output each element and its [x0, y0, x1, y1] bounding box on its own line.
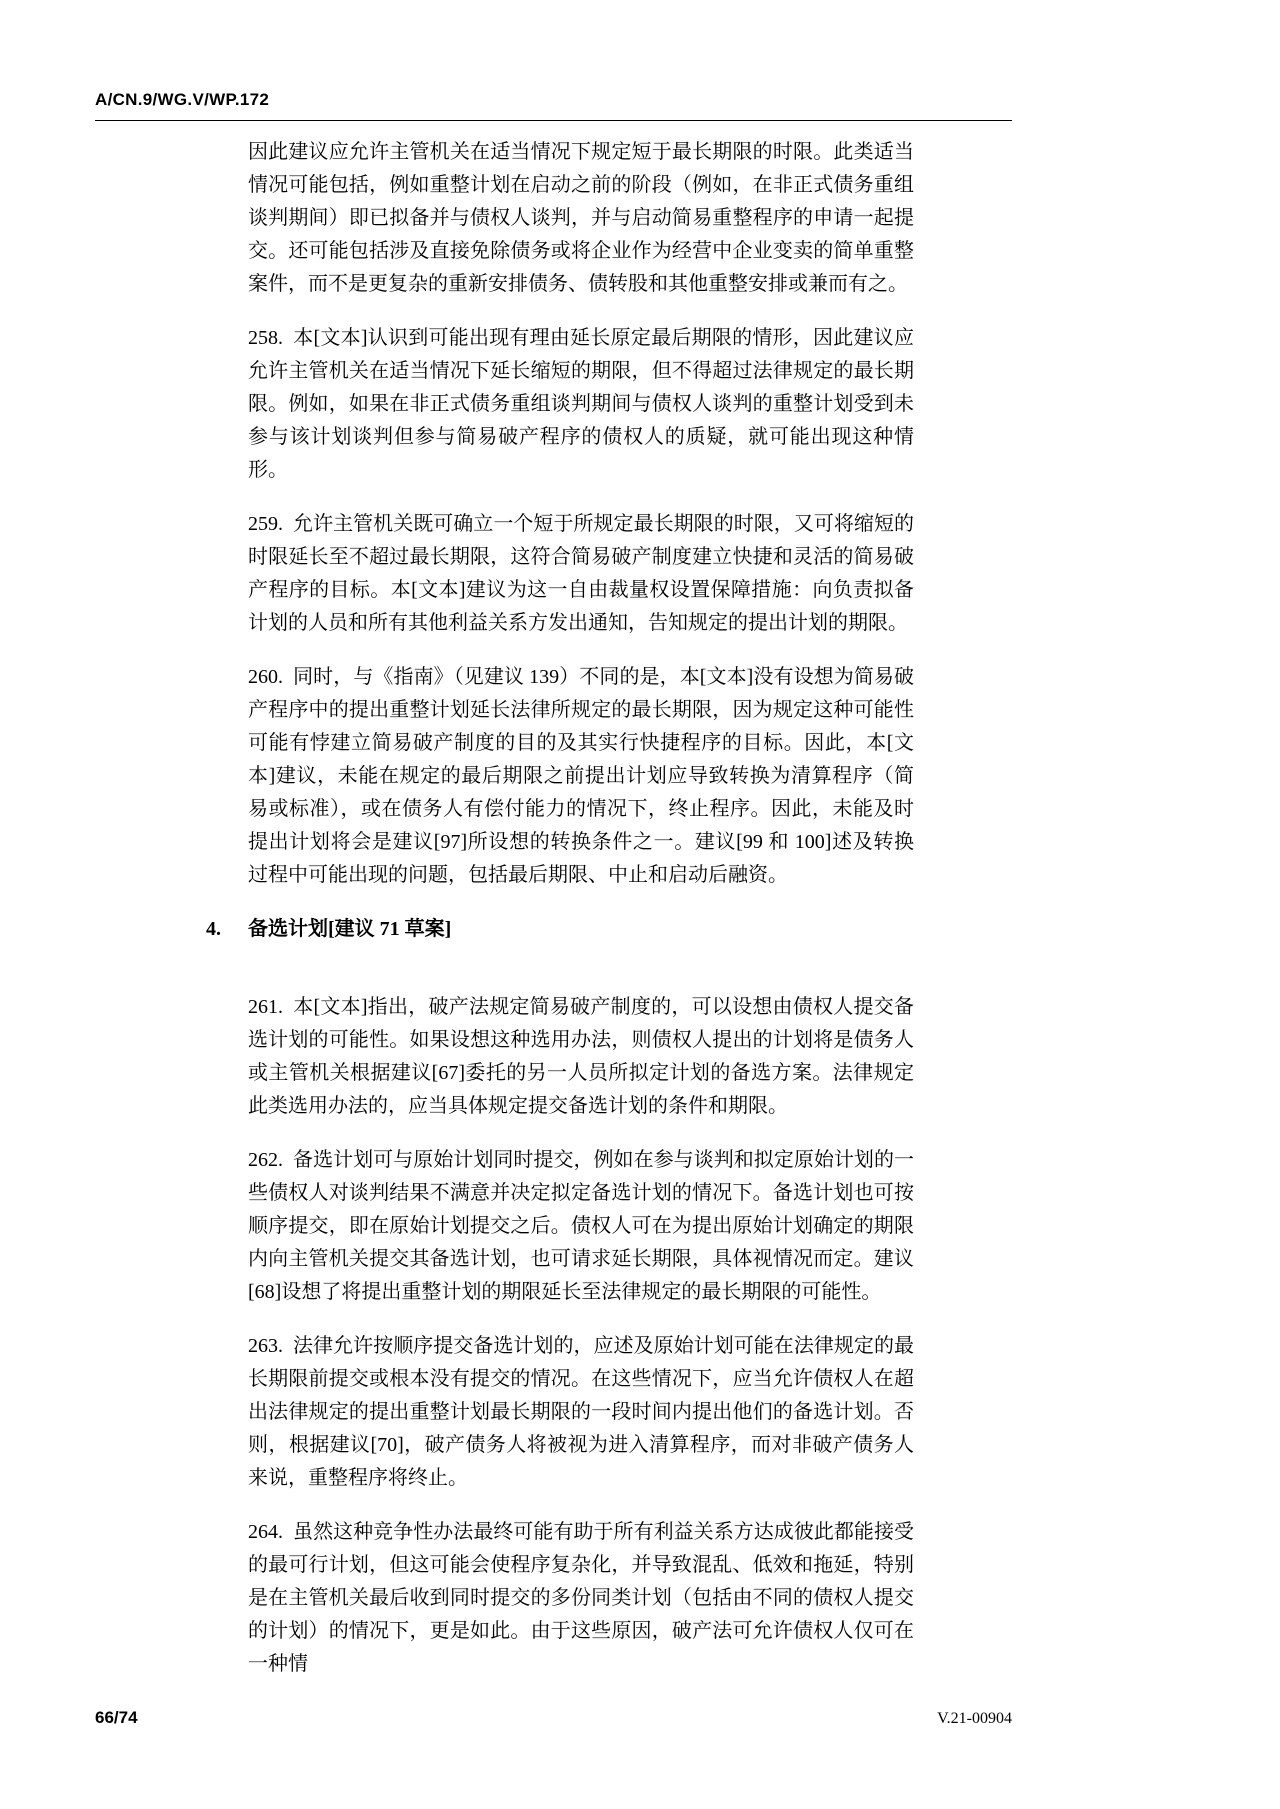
paragraph-text: 本[文本]指出，破产法规定简易破产制度的，可以设想由债权人提交备选计划的可能性。如果设想这种选用办法，则债权人提出的计划将是债务人或主管机关根据建议[67]委托的另一人员所拟定计划的备选方案。法律规定此类选用办法的，应当具体规定提交备选计划的条件和期限。 — [248, 996, 914, 1117]
paragraph-text: 允许主管机关既可确立一个短于所规定最长期限的时限，又可将缩短的时限延长至不超过最长期限，这符合简易破产制度建立快捷和灵活的简易破产程序的目标。本[文本]建议为这一自由裁量权设置保障措施：向负责拟备计划的人员和所有其他利益关系方发出通知，告知规定的提出计划的期限。 — [248, 513, 914, 634]
paragraph-number: 258. — [248, 327, 283, 349]
paragraph-text: 因此建议应允许主管机关在适当情况下规定短于最长期限的时限。此类适当情况可能包括，例如重整计划在启动之前的阶段（例如，在非正式债务重组谈判期间）即已拟备并与债权人谈判，并与启动简易重整程序的申请一起提交。还可能包括涉及直接免除债务或将企业作为经营中企业变卖的简单重整案件，而不是更复杂的重新安排债务、债转股和其他重整安排或兼而有之。 — [248, 141, 914, 295]
section-heading-4 — [206, 913, 914, 946]
paragraph-text: 本[文本]认识到可能出现有理由延长原定最后期限的情形，因此建议应允许主管机关在适当情况下延长缩短的期限，但不得超过法律规定的最长期限。例如，如果在非正式债务重组谈判期间与债权人谈判的重整计划受到未参与该计划谈判但参与简易破产程序的债权人的质疑，就可能出现这种情形。 — [248, 327, 914, 481]
paragraph-number: 260. — [248, 666, 283, 688]
paragraph-text: 备选计划可与原始计划同时提交，例如在参与谈判和拟定原始计划的一些债权人对谈判结果不满意并决定拟定备选计划的情况下。备选计划也可按顺序提交，即在原始计划提交之后。债权人可在为提出原始计划确定的期限内向主管机关提交其备选计划，也可请求延长期限，具体视情况而定。建议[68]设想了将提出重整计划的期限延长至法律规定的最长期限的可能性。 — [248, 1149, 914, 1303]
paragraph-number: 263. — [248, 1335, 283, 1357]
paragraph-text: 虽然这种竞争性办法最终可能有助于所有利益关系方达成彼此都能接受的最可行计划，但这可能会使程序复杂化，并导致混乱、低效和拖延，特别是在主管机关最后收到同时提交的多份同类计划（包括由不同的债权人提交的计划）的情况下，更是如此。由于这些原因，破产法可允许债权人仅可在一种情 — [248, 1521, 914, 1675]
paragraph-263 — [248, 1330, 914, 1495]
paragraph-262 — [248, 1144, 914, 1309]
paragraph-number: 264. — [248, 1521, 283, 1543]
paragraph-number: 261. — [248, 996, 283, 1018]
paragraph-number: 262. — [248, 1149, 283, 1171]
paragraph-258 — [248, 322, 914, 487]
paragraph-number: 259. — [248, 513, 283, 535]
section-title: 备选计划[建议 71 草案] — [248, 918, 452, 940]
paragraph-continuation — [248, 136, 914, 301]
document-number: V.21-00904 — [937, 1710, 1012, 1727]
paragraph-text: 同时，与《指南》（见建议 139）不同的是，本[文本]没有设想为简易破产程序中的提出重整计划延长法律所规定的最长期限，因为规定这种可能性可能有悖建立简易破产制度的目的及其实行快捷程序的目标。因此，本[文本]建议，未能在规定的最后期限之前提出计划应导致转换为清算程序（简易或标准），或在债务人有偿付能力的情况下，终止程序。因此，未能及时提出计划将会是建议[97]所设想的转换条件之一。建议[99 和 100]述及转换过程中可能出现的问题，包括最后期限、中止和启动后融资。 — [248, 666, 914, 886]
paragraph-260 — [248, 661, 914, 892]
document-symbol: A/CN.9/WG.V/WP.172 — [95, 90, 270, 109]
section-number: 4. — [206, 918, 221, 940]
paragraph-261 — [248, 991, 914, 1123]
page-number: 66/74 — [95, 1708, 138, 1727]
paragraph-text: 法律允许按顺序提交备选计划的，应述及原始计划可能在法律规定的最长期限前提交或根本没有提交的情况。在这些情况下，应当允许债权人在超出法律规定的提出重整计划最长期限的一段时间内提出他们的备选计划。否则，根据建议[70]，破产债务人将被视为进入清算程序，而对非破产债务人来说，重整程序将终止。 — [248, 1335, 914, 1489]
document-footer — [95, 1708, 1012, 1728]
paragraph-259 — [248, 508, 914, 640]
header-divider — [95, 120, 1012, 121]
document-body — [206, 136, 914, 1702]
paragraph-264 — [248, 1516, 914, 1681]
